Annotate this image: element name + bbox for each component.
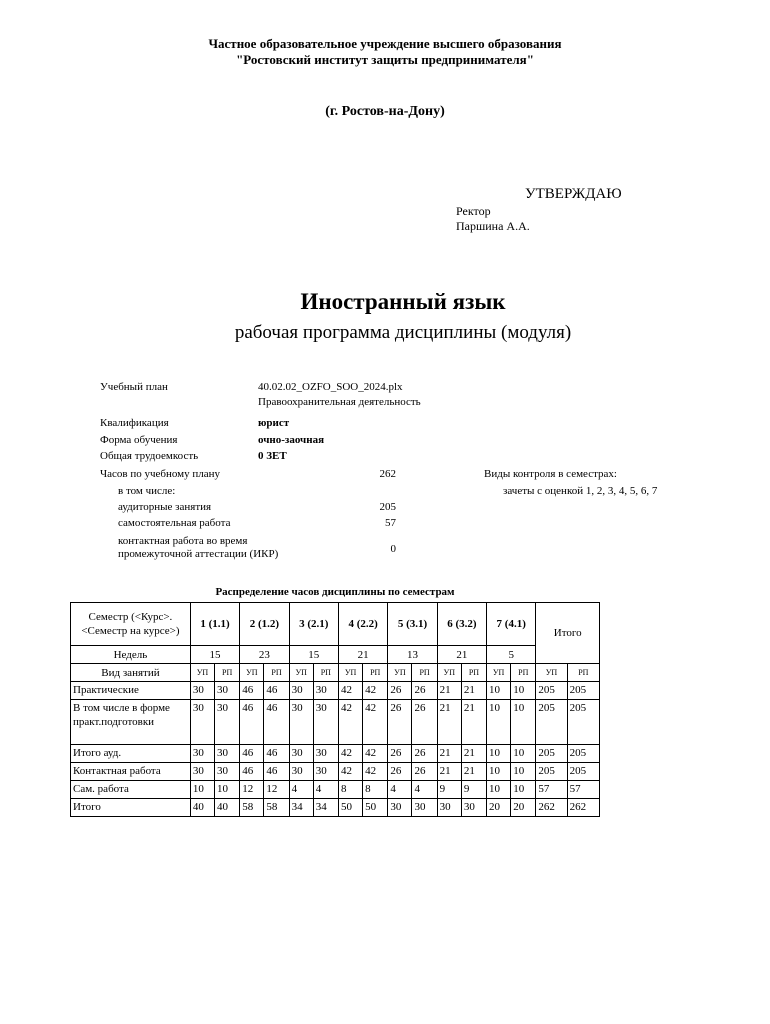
table-cell: 10 (190, 781, 214, 799)
table-cell: 262 (536, 799, 567, 817)
table-cell: 10 (487, 745, 511, 763)
weeks-value: 15 (190, 646, 239, 664)
approval-name: Паршина А.А. (456, 219, 530, 233)
table-cell: 50 (363, 799, 388, 817)
city: (г. Ростов-на-Дону) (325, 104, 445, 119)
self-work-value: 57 (385, 517, 396, 529)
table-cell: 58 (240, 799, 264, 817)
table-cell: 40 (215, 799, 240, 817)
total-value: 0 ЗЕТ (258, 450, 287, 462)
table-cell: 26 (412, 745, 437, 763)
auditory-value: 205 (379, 501, 396, 513)
table-cell: 34 (313, 799, 338, 817)
table-cell: 21 (437, 745, 461, 763)
table-cell: 57 (536, 781, 567, 799)
up-header: УП (536, 664, 567, 682)
self-work-label: самостоятельная работа (118, 517, 231, 529)
weeks-value: 15 (289, 646, 338, 664)
table-cell: 46 (264, 745, 289, 763)
plan-value: 40.02.02_OZFO_SOO_2024.plx (258, 381, 403, 393)
hours-label: Часов по учебному плану (100, 468, 221, 480)
rp-header: РП (461, 664, 486, 682)
table-cell: 30 (215, 682, 240, 700)
table-cell: 46 (264, 682, 289, 700)
weeks-label: Недель (71, 646, 191, 664)
table-cell: 30 (289, 700, 313, 745)
table-cell: 10 (487, 700, 511, 745)
weeks-value: 21 (437, 646, 486, 664)
table-row (71, 763, 600, 781)
semester-7-header: 7 (4.1) (487, 603, 536, 646)
row-label: В том числе в форме практ.подготовки (71, 700, 191, 745)
table-cell: 10 (487, 763, 511, 781)
table-cell: 205 (536, 745, 567, 763)
table-cell: 26 (388, 700, 412, 745)
table-cell: 42 (363, 700, 388, 745)
table-cell: 12 (264, 781, 289, 799)
table-cell: 8 (338, 781, 362, 799)
table-cell: 42 (338, 682, 362, 700)
table-cell: 42 (338, 700, 362, 745)
rp-header: РП (567, 664, 599, 682)
kind-label: Вид занятий (71, 664, 191, 682)
table-cell: 205 (567, 682, 599, 700)
table-cell: 4 (412, 781, 437, 799)
table-cell: 30 (313, 763, 338, 781)
control-value: зачеты с оценкой 1, 2, 3, 4, 5, 6, 7 (503, 485, 658, 497)
table-cell: 58 (264, 799, 289, 817)
table-cell: 10 (487, 781, 511, 799)
table-cell: 21 (461, 700, 486, 745)
table-cell: 30 (437, 799, 461, 817)
table-cell: 205 (536, 700, 567, 745)
row-label: Итого ауд. (71, 745, 191, 763)
table-row (71, 745, 600, 763)
weeks-value: 13 (388, 646, 437, 664)
form-label: Форма обучения (100, 434, 178, 446)
up-header: УП (240, 664, 264, 682)
plan-specialty: Правоохранительная деятельность (258, 396, 421, 408)
table-cell: 46 (240, 745, 264, 763)
table-row (71, 682, 600, 700)
table-cell: 34 (289, 799, 313, 817)
table-cell: 21 (461, 745, 486, 763)
rp-header: РП (363, 664, 388, 682)
semester-header: Семестр (<Курс>.<Семестр на курсе>) (71, 603, 191, 646)
table-cell: 10 (511, 682, 536, 700)
table-cell: 30 (190, 745, 214, 763)
up-header: УП (437, 664, 461, 682)
table-cell: 30 (313, 745, 338, 763)
table-cell: 205 (536, 763, 567, 781)
table-cell: 205 (567, 745, 599, 763)
row-label: Сам. работа (71, 781, 191, 799)
up-header: УП (487, 664, 511, 682)
table-cell: 10 (511, 763, 536, 781)
table-cell: 57 (567, 781, 599, 799)
subject-subtitle: рабочая программа дисциплины (модуля) (234, 322, 572, 343)
table-cell: 205 (536, 682, 567, 700)
distribution-table (70, 602, 600, 817)
semester-6-header: 6 (3.2) (437, 603, 486, 646)
table-cell: 40 (190, 799, 214, 817)
distribution-caption: Распределение часов дисциплины по семестрам (215, 586, 455, 598)
qualification-label: Квалификация (100, 417, 169, 429)
up-header: УП (190, 664, 214, 682)
table-cell: 30 (289, 745, 313, 763)
table-cell: 42 (363, 745, 388, 763)
table-cell: 42 (338, 763, 362, 781)
semester-4-header: 4 (2.2) (338, 603, 387, 646)
table-cell: 26 (388, 745, 412, 763)
table-cell: 46 (240, 700, 264, 745)
table-cell: 30 (190, 700, 214, 745)
approval-title: УТВЕРЖДАЮ (525, 186, 622, 202)
table-cell: 46 (240, 682, 264, 700)
table-cell: 10 (215, 781, 240, 799)
including-label: в том числе: (118, 485, 176, 497)
table-cell: 30 (289, 763, 313, 781)
table-cell: 30 (215, 745, 240, 763)
weeks-value: 23 (240, 646, 289, 664)
table-cell: 21 (437, 763, 461, 781)
table-cell: 205 (567, 763, 599, 781)
table-cell: 26 (412, 700, 437, 745)
table-cell: 30 (190, 682, 214, 700)
contact-value: 0 (390, 543, 396, 555)
form-value: очно-заочная (258, 434, 325, 446)
plan-label: Учебный план (100, 381, 168, 393)
approval-position: Ректор (456, 204, 491, 218)
semester-1-header: 1 (1.1) (190, 603, 239, 646)
table-cell: 4 (313, 781, 338, 799)
table-cell: 30 (412, 799, 437, 817)
institution-name: Частное образовательное учреждение высшего образования (208, 36, 562, 51)
table-cell: 42 (338, 745, 362, 763)
up-header: УП (289, 664, 313, 682)
table-cell: 10 (487, 682, 511, 700)
rp-header: РП (313, 664, 338, 682)
table-cell: 30 (215, 700, 240, 745)
rp-header: РП (264, 664, 289, 682)
table-cell: 20 (511, 799, 536, 817)
table-cell: 21 (437, 700, 461, 745)
table-cell: 46 (264, 763, 289, 781)
table-cell: 4 (289, 781, 313, 799)
semester-3-header: 3 (2.1) (289, 603, 338, 646)
table-cell: 205 (567, 700, 599, 745)
row-label: Итого (71, 799, 191, 817)
table-row (71, 781, 600, 799)
table-cell: 8 (363, 781, 388, 799)
table-cell: 30 (461, 799, 486, 817)
table-cell: 9 (461, 781, 486, 799)
rp-header: РП (215, 664, 240, 682)
up-header: УП (388, 664, 412, 682)
table-cell: 30 (190, 763, 214, 781)
qualification-value: юрист (258, 417, 290, 429)
row-label: Контактная работа (71, 763, 191, 781)
subject-title: Иностранный язык (300, 289, 506, 314)
table-cell: 10 (511, 781, 536, 799)
contact-label-line2: промежуточной аттестации (ИКР) (118, 548, 279, 560)
table-cell: 46 (264, 700, 289, 745)
table-cell: 30 (388, 799, 412, 817)
hours-value: 262 (379, 468, 396, 480)
table-cell: 46 (240, 763, 264, 781)
table-row (71, 799, 600, 817)
table-cell: 9 (437, 781, 461, 799)
semester-5-header: 5 (3.1) (388, 603, 437, 646)
rp-header: РП (412, 664, 437, 682)
table-row (71, 700, 600, 745)
table-cell: 30 (313, 682, 338, 700)
table-cell: 26 (388, 682, 412, 700)
table-cell: 42 (363, 682, 388, 700)
table-cell: 10 (511, 700, 536, 745)
up-header: УП (338, 664, 362, 682)
table-cell: 26 (412, 682, 437, 700)
institution-title: "Ростовский институт защиты предпринимателя" (236, 52, 534, 67)
table-cell: 21 (461, 682, 486, 700)
weeks-value: 21 (338, 646, 387, 664)
row-label: Практические (71, 682, 191, 700)
table-cell: 42 (363, 763, 388, 781)
weeks-value: 5 (487, 646, 536, 664)
rp-header: РП (511, 664, 536, 682)
table-cell: 30 (215, 763, 240, 781)
table-cell: 21 (461, 763, 486, 781)
table-cell: 262 (567, 799, 599, 817)
table-cell: 26 (388, 763, 412, 781)
table-cell: 21 (437, 682, 461, 700)
table-cell: 12 (240, 781, 264, 799)
table-cell: 4 (388, 781, 412, 799)
table-cell: 50 (338, 799, 362, 817)
table-cell: 20 (487, 799, 511, 817)
table-cell: 10 (511, 745, 536, 763)
total-label: Общая трудоемкость (100, 450, 199, 462)
control-label: Виды контроля в семестрах: (484, 468, 617, 480)
auditory-label: аудиторные занятия (118, 501, 212, 513)
table-cell: 26 (412, 763, 437, 781)
semester-2-header: 2 (1.2) (240, 603, 289, 646)
table-cell: 30 (313, 700, 338, 745)
table-cell: 30 (289, 682, 313, 700)
total-header: Итого (536, 603, 600, 664)
contact-label-line1: контактная работа во время (118, 535, 248, 547)
